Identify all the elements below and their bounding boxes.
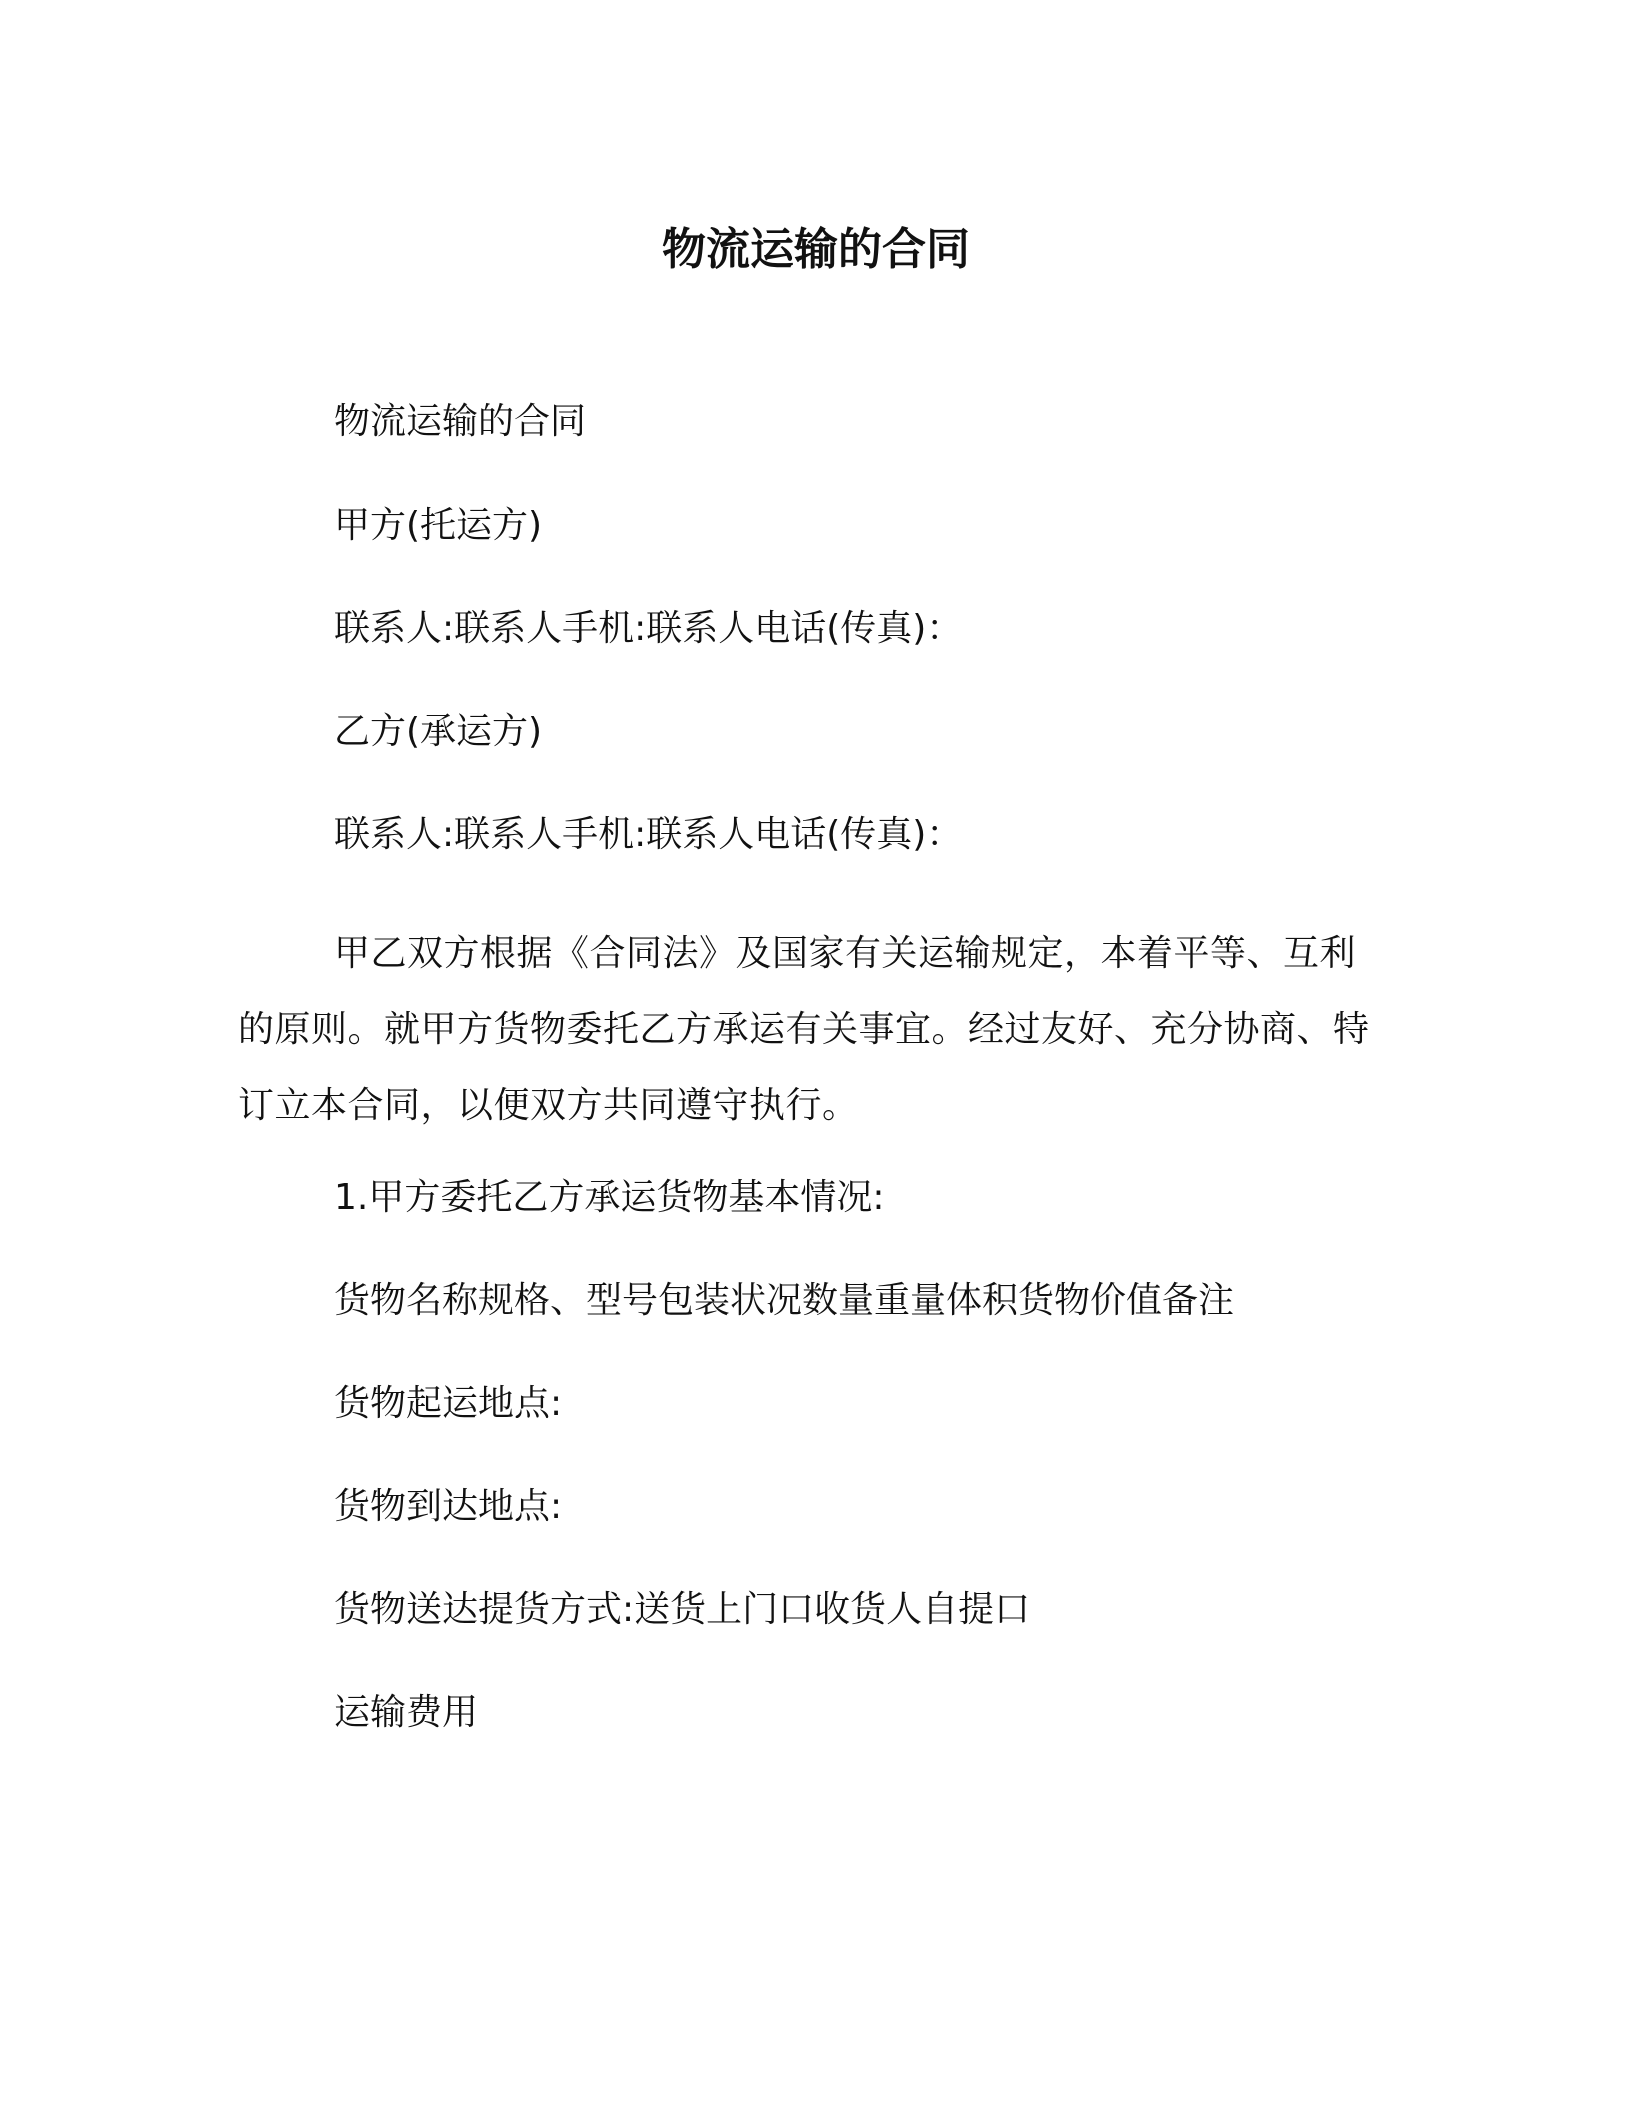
section-1-heading: 1.甲方委托乙方承运货物基本情况:: [334, 1177, 885, 1218]
party-b-line: 乙方(承运方): [334, 711, 543, 752]
contract-name-line: 物流运输的合同: [334, 401, 587, 442]
document-title: 物流运输的合同: [662, 224, 970, 275]
destination-line: 货物到达地点:: [334, 1486, 563, 1527]
intro-paragraph: 甲乙双方根据《合同法》及国家有关运输规定，本着平等、互利的原则。就甲方货物委托乙方承运有关事宜。经过友好、充分协商、特订立本合同，以便双方共同遵守执行。: [238, 933, 1370, 1126]
freight-cost-line: 运输费用: [334, 1692, 479, 1733]
delivery-method-line: 货物送达提货方式:送货上门口收货人自提口: [334, 1589, 1031, 1630]
party-a-line: 甲方(托运方): [334, 505, 543, 546]
party-b-contact-line: 联系人:联系人手机:联系人电话(传真)：: [334, 814, 963, 855]
party-a-contact-line: 联系人:联系人手机:联系人电话(传真)：: [334, 608, 963, 649]
origin-line: 货物起运地点:: [334, 1383, 563, 1424]
goods-columns-line: 货物名称规格、型号包装状况数量重量体积货物价值备注: [334, 1280, 1235, 1321]
